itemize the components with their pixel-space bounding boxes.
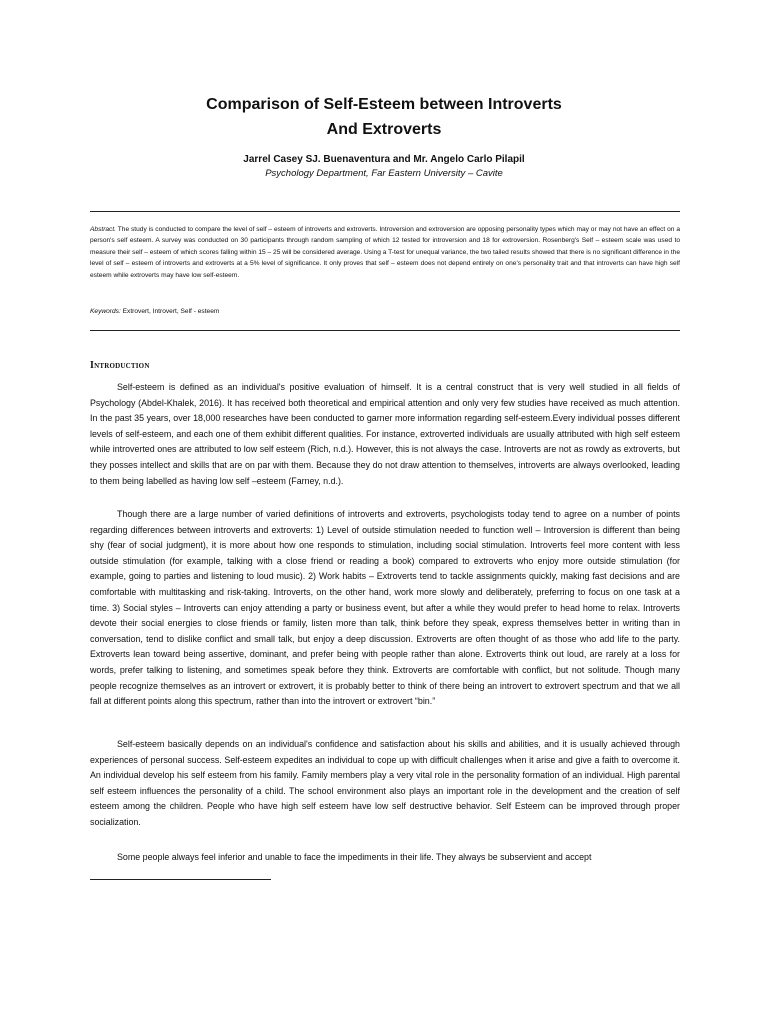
title-line-2: And Extroverts — [326, 121, 442, 138]
paragraph-2: Though there are a large number of varied definitions of introverts and extroverts, psychologists today tend to agree on a number of points regarding differences between introverts and extroverts: 1) Level of outside stimulation needed to function well – Introversion is different than being shy (fear of social judgment), it is more about how one responds to stimulation, including social stimulation. Introverts feel more content with less outside stimulation (for example, talking with a close friend or reading a book) compared to extroverts who enjoy more outside stimulation (for example, going to parties and listening to loud music). 2) Work habits – Extroverts tend to tackle assignments quickly, making fast decisions and are comfortable with multitasking and risk-taking. Introverts, on the other hand, work more slowly and deliberately, preferring to focus on one task at a time. 3) Social styles – Introverts can enjoy attending a party or business event, but after a while they would prefer to head home to relax. Introverts devote their social energies to close friends or family, listen more than talk, think before they speak, express themselves better in writing than in conversation, tend to dislike conflict and small talk, but enjoy a deep discussion. Extroverts are often thought of as those who add life to the party. Extroverts lean toward being assertive, dominant, and prefer being with people rather than alone. Extroverts think out loud, are rarely at a loss for words, prefer talking to listening, and sometimes speak before they think. Extroverts are comfortable with conflict, but not solitude. Though many people recognize themselves as an introvert or extrovert, it is probably better to think of there being an introvert to extrovert spectrum and that we all fall at different points along this spectrum, rather than into the introvert or extrovert “bin.” — [90, 509, 680, 707]
abstract-bottom-rule — [90, 330, 680, 331]
authors: Jarrel Casey SJ. Buenaventura and Mr. Angelo Carlo Pilapil — [243, 154, 525, 165]
abstract-text: The study is conducted to compare the level of self – esteem of introverts and extroverts. Introversion and extroversion are opposing personality types which may or may not have an effect on a person's self esteem. A survey was conducted on 30 participants through random sampling of which 12 tested for introversion and 18 for extroversion. Rosenberg's Self – esteem scale was used to measure their self – esteem of which scores falling within 15 – 25 will be considered average. Using a T-test for unequal variance, the two tailed results showed that there is no significant difference in the level of self – esteem of introverts and extroverts at a 5% level of significance. It only proves that self – esteem does not depend entirely on one's personality trait and that introverts can have high self esteem while extroverts may have low self-esteem. — [90, 226, 680, 279]
keywords — [90, 306, 680, 317]
keywords-label: Keywords: — [90, 308, 121, 315]
footnote-rule — [90, 879, 271, 880]
paragraph-3: Self-esteem basically depends on an individual's confidence and satisfaction about his skills and abilities, and it is usually achieved through experiences of personal success. Self-esteem expedites an individual to cope up with difficult challenges when it arise and give a faith to overcome it. An individual develop his self esteem from his family. Family members play a very vital role in the personality formation of an individual. High parental self esteem influences the personality of a child. The school environment also plays an important role in the development and the creation of self esteem among the children. People who have high self esteem have low self destructive behavior. Self Esteem can be improved through proper socialization. — [90, 739, 680, 827]
title-line-1: Comparison of Self-Esteem between Introverts — [206, 96, 562, 113]
paper-title — [0, 92, 768, 142]
paragraph-4: Some people always feel inferior and unable to face the impediments in their life. They always be subservient and accept — [117, 852, 592, 862]
paragraph-1: Self-esteem is defined as an individual's positive evaluation of himself. It is a central construct that is very well studied in all fields of Psychology (Abdel-Khalek, 2016). It has received both theoretical and empirical attention and only very few studies have received as much attention. In the past 35 years, over 18,000 researches have been conducted to garner more information regarding self-esteem.Every individual posses different levels of self-esteem, and each one of them exhibit different qualities. For instance, extroverted individuals are usually attributed with high self esteem while introverted ones are attributed to low self esteem (Rich, n.d.). However, this is not always the case. Introverts are not as rowdy as extroverts, but they posses intellect and skills that are on par with them. Because they do not draw attention to themselves, introverts are always overlooked, leading to them being labelled as having low self –esteem (Farney, n.d.). — [90, 382, 680, 486]
affiliation: Psychology Department, Far Eastern University – Cavite — [265, 168, 503, 179]
abstract — [90, 224, 680, 281]
abstract-label: Abstract. — [90, 226, 117, 233]
section-heading-introduction: Introduction — [90, 360, 150, 371]
abstract-top-rule — [90, 211, 680, 212]
keywords-text: Extrovert, Introvert, Self - esteem — [120, 308, 220, 315]
